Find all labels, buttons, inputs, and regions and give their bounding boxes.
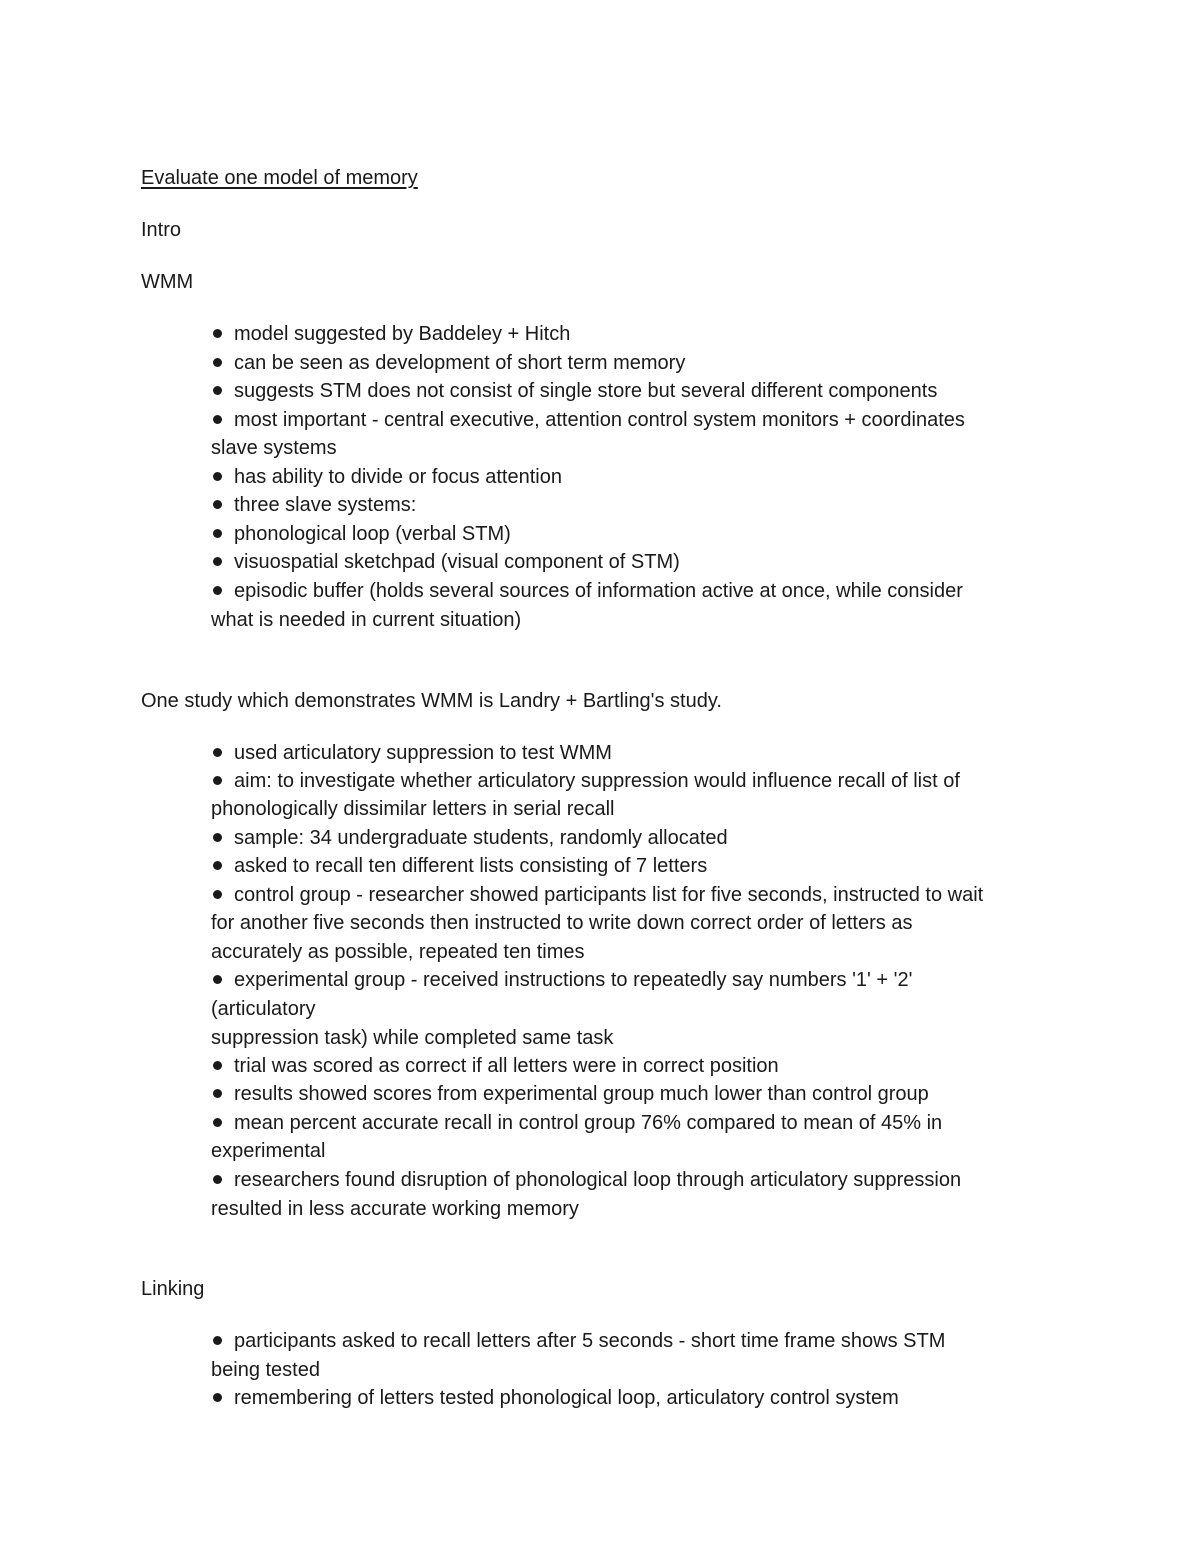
bullet-dot-icon (213, 748, 222, 757)
list-item: has ability to divide or focus attention (211, 465, 562, 489)
list-item: mean percent accurate recall in control group 76% compared to mean of 45% in (211, 1111, 942, 1135)
bullet-dot-icon (213, 1175, 222, 1184)
bullet-dot-icon (213, 329, 222, 338)
bullet-dot-icon (213, 557, 222, 566)
list-item-continuation: being tested (211, 1359, 320, 1381)
heading-linking: Linking (141, 1278, 205, 1300)
bullet-dot-icon (213, 975, 222, 984)
list-item: three slave systems: (211, 493, 416, 517)
list-item: experimental group - received instructions to repeatedly say numbers '1' + '2' (211, 968, 912, 992)
list-item-continuation: (articulatory (211, 998, 316, 1020)
list-item: model suggested by Baddeley + Hitch (211, 322, 570, 346)
list-item: asked to recall ten different lists consisting of 7 letters (211, 854, 707, 878)
list-item-continuation: experimental (211, 1140, 326, 1162)
list-item: suggests STM does not consist of single store but several different components (211, 379, 937, 403)
bullet-dot-icon (213, 1118, 222, 1127)
list-item-continuation: for another five seconds then instructed to write down correct order of letters as (211, 912, 913, 934)
study-intro-paragraph: One study which demonstrates WMM is Landry + Bartling's study. (141, 690, 722, 712)
bullet-dot-icon (213, 358, 222, 367)
bullet-dot-icon (213, 1089, 222, 1098)
bullet-dot-icon (213, 776, 222, 785)
bullet-dot-icon (213, 833, 222, 842)
list-item: results showed scores from experimental group much lower than control group (211, 1082, 929, 1106)
document-title: Evaluate one model of memory (141, 167, 418, 189)
bullet-dot-icon (213, 472, 222, 481)
list-item-continuation: phonologically dissimilar letters in serial recall (211, 798, 615, 820)
list-item-continuation: accurately as possible, repeated ten times (211, 941, 585, 963)
list-item-continuation: suppression task) while completed same task (211, 1027, 614, 1049)
list-item: participants asked to recall letters after 5 seconds - short time frame shows STM (211, 1329, 945, 1353)
bullet-dot-icon (213, 1393, 222, 1402)
list-item: remembering of letters tested phonological loop, articulatory control system (211, 1386, 899, 1410)
list-item: phonological loop (verbal STM) (211, 522, 511, 546)
list-item: aim: to investigate whether articulatory suppression would influence recall of list of (211, 769, 960, 793)
list-item: episodic buffer (holds several sources of information active at once, while consider (211, 579, 963, 603)
bullet-dot-icon (213, 415, 222, 424)
list-item: control group - researcher showed participants list for five seconds, instructed to wait (211, 883, 983, 907)
list-item: can be seen as development of short term memory (211, 351, 685, 375)
bullet-dot-icon (213, 890, 222, 899)
bullet-dot-icon (213, 386, 222, 395)
bullet-dot-icon (213, 529, 222, 538)
list-item: sample: 34 undergraduate students, randomly allocated (211, 826, 728, 850)
list-item: visuospatial sketchpad (visual component of STM) (211, 550, 680, 574)
list-item: most important - central executive, attention control system monitors + coordinates (211, 408, 965, 432)
list-item: used articulatory suppression to test WMM (211, 741, 612, 765)
bullet-dot-icon (213, 861, 222, 870)
bullet-dot-icon (213, 500, 222, 509)
heading-wmm: WMM (141, 271, 194, 293)
list-item: trial was scored as correct if all letters were in correct position (211, 1054, 779, 1078)
list-item: researchers found disruption of phonological loop through articulatory suppression (211, 1168, 961, 1192)
list-item-continuation: what is needed in current situation) (211, 609, 522, 631)
bullet-dot-icon (213, 586, 222, 595)
bullet-dot-icon (213, 1061, 222, 1070)
heading-intro: Intro (141, 219, 182, 241)
list-item-continuation: slave systems (211, 437, 337, 459)
bullet-dot-icon (213, 1336, 222, 1345)
list-item-continuation: resulted in less accurate working memory (211, 1198, 579, 1220)
